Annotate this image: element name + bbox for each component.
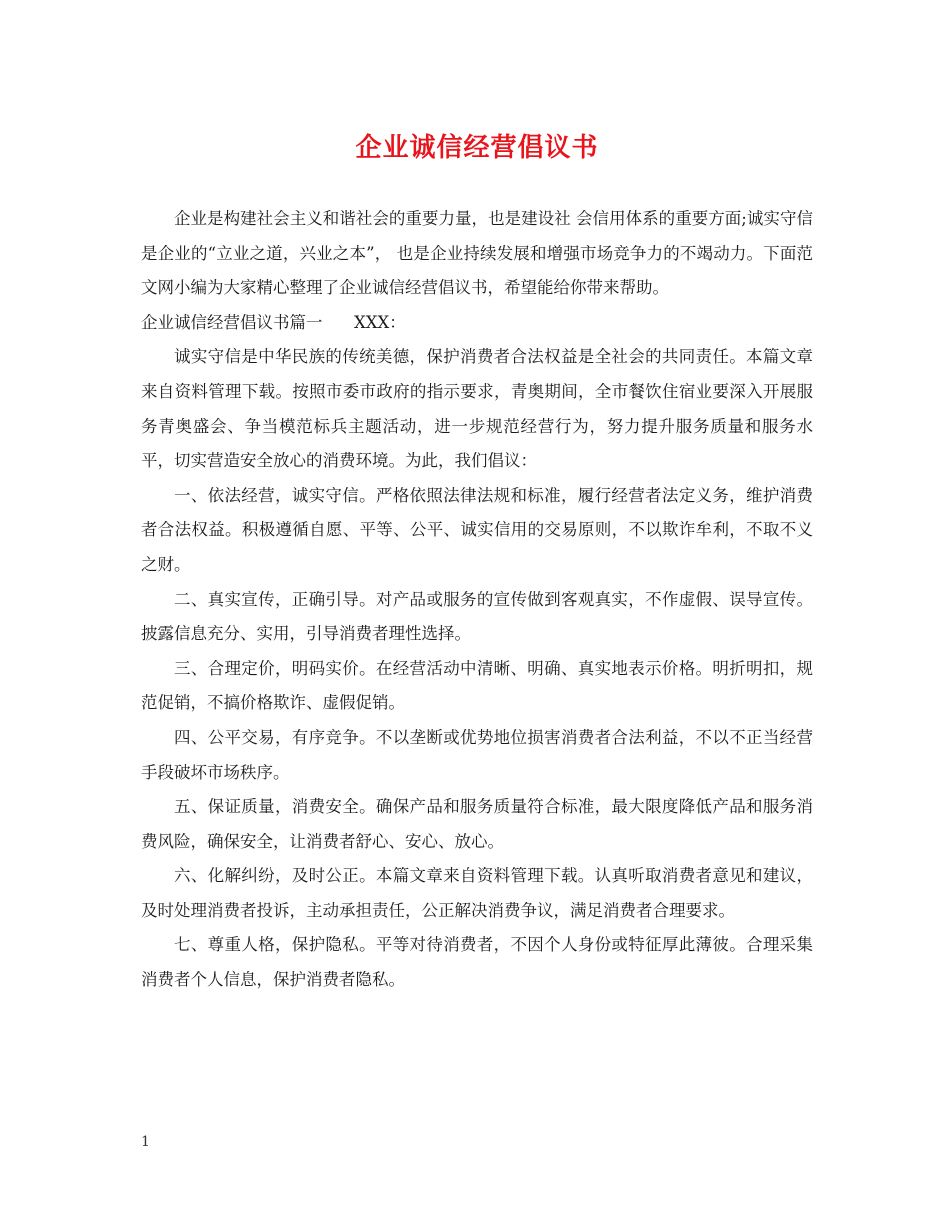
intro-paragraph: 企业是构建社会主义和谐社会的重要力量，也是建设社 会信用体系的重要方面;诚实守信是企业的“立业之道，兴业之本”， 也是企业持续发展和增强市场竞争力的不竭动力。下面范文网小编为大家精心整理了企业诚信经营倡议书，希望能给你带来帮助。 xyxy=(141,209,813,298)
body-paragraph-5: 四、公平交易，有序竞争。不以垄断或优势地位损害消费者合法利益，不以不正当经营手段破坏市场秩序。 xyxy=(141,727,813,782)
body-paragraph-4: 三、合理定价，明码实价。在经营活动中清晰、明确、真实地表示价格。明折明扣，规范促销，不搞价格欺诈、虚假促销。 xyxy=(141,658,813,713)
body-paragraph-7: 六、化解纠纷，及时公正。本篇文章来自资料管理下载。认真听取消费者意见和建议，及时处理消费者投诉，主动承担责任，公正解决消费争议，满足消费者合理要求。 xyxy=(141,866,813,920)
body-paragraph-1: 诚实守信是中华民族的传统美德，保护消费者合法权益是全社会的共同责任。本篇文章来自资料管理下载。按照市委市政府的指示要求，青奥期间，全市餐饮住宿业要深入开展服务青奥盛会、争当模范标兵主题活动，进一步规范经营行为，努力提升服务质量和服务水平，切实营造安全放心的消费环境。为此，我们倡议： xyxy=(141,347,813,471)
document-title: 企业诚信经营倡议书 xyxy=(355,133,599,163)
document-body xyxy=(141,202,813,998)
body-paragraph-6: 五、保证质量，消费安全。确保产品和服务质量符合标准，最大限度降低产品和服务消费风险，确保安全，让消费者舒心、安心、放心。 xyxy=(141,797,813,851)
body-paragraph-2: 一、依法经营，诚实守信。严格依照法律法规和标准，履行经营者法定义务，维护消费者合法权益。积极遵循自愿、平等、公平、诚实信用的交易原则，不以欺诈牟利，不取不义之财。 xyxy=(141,485,813,574)
page-number: 1 xyxy=(141,1134,150,1150)
body-paragraph-3: 二、真实宣传，正确引导。对产品或服务的宣传做到客观真实，不作虚假、误导宣传。披露信息充分、实用，引导消费者理性选择。 xyxy=(141,589,813,644)
body-paragraph-8: 七、尊重人格，保护隐私。平等对待消费者，不因个人身份或特征厚此薄彼。合理采集消费者个人信息，保护消费者隐私。 xyxy=(141,935,813,990)
section-subheading: 企业诚信经营倡议书篇一 XXX： xyxy=(141,312,406,332)
